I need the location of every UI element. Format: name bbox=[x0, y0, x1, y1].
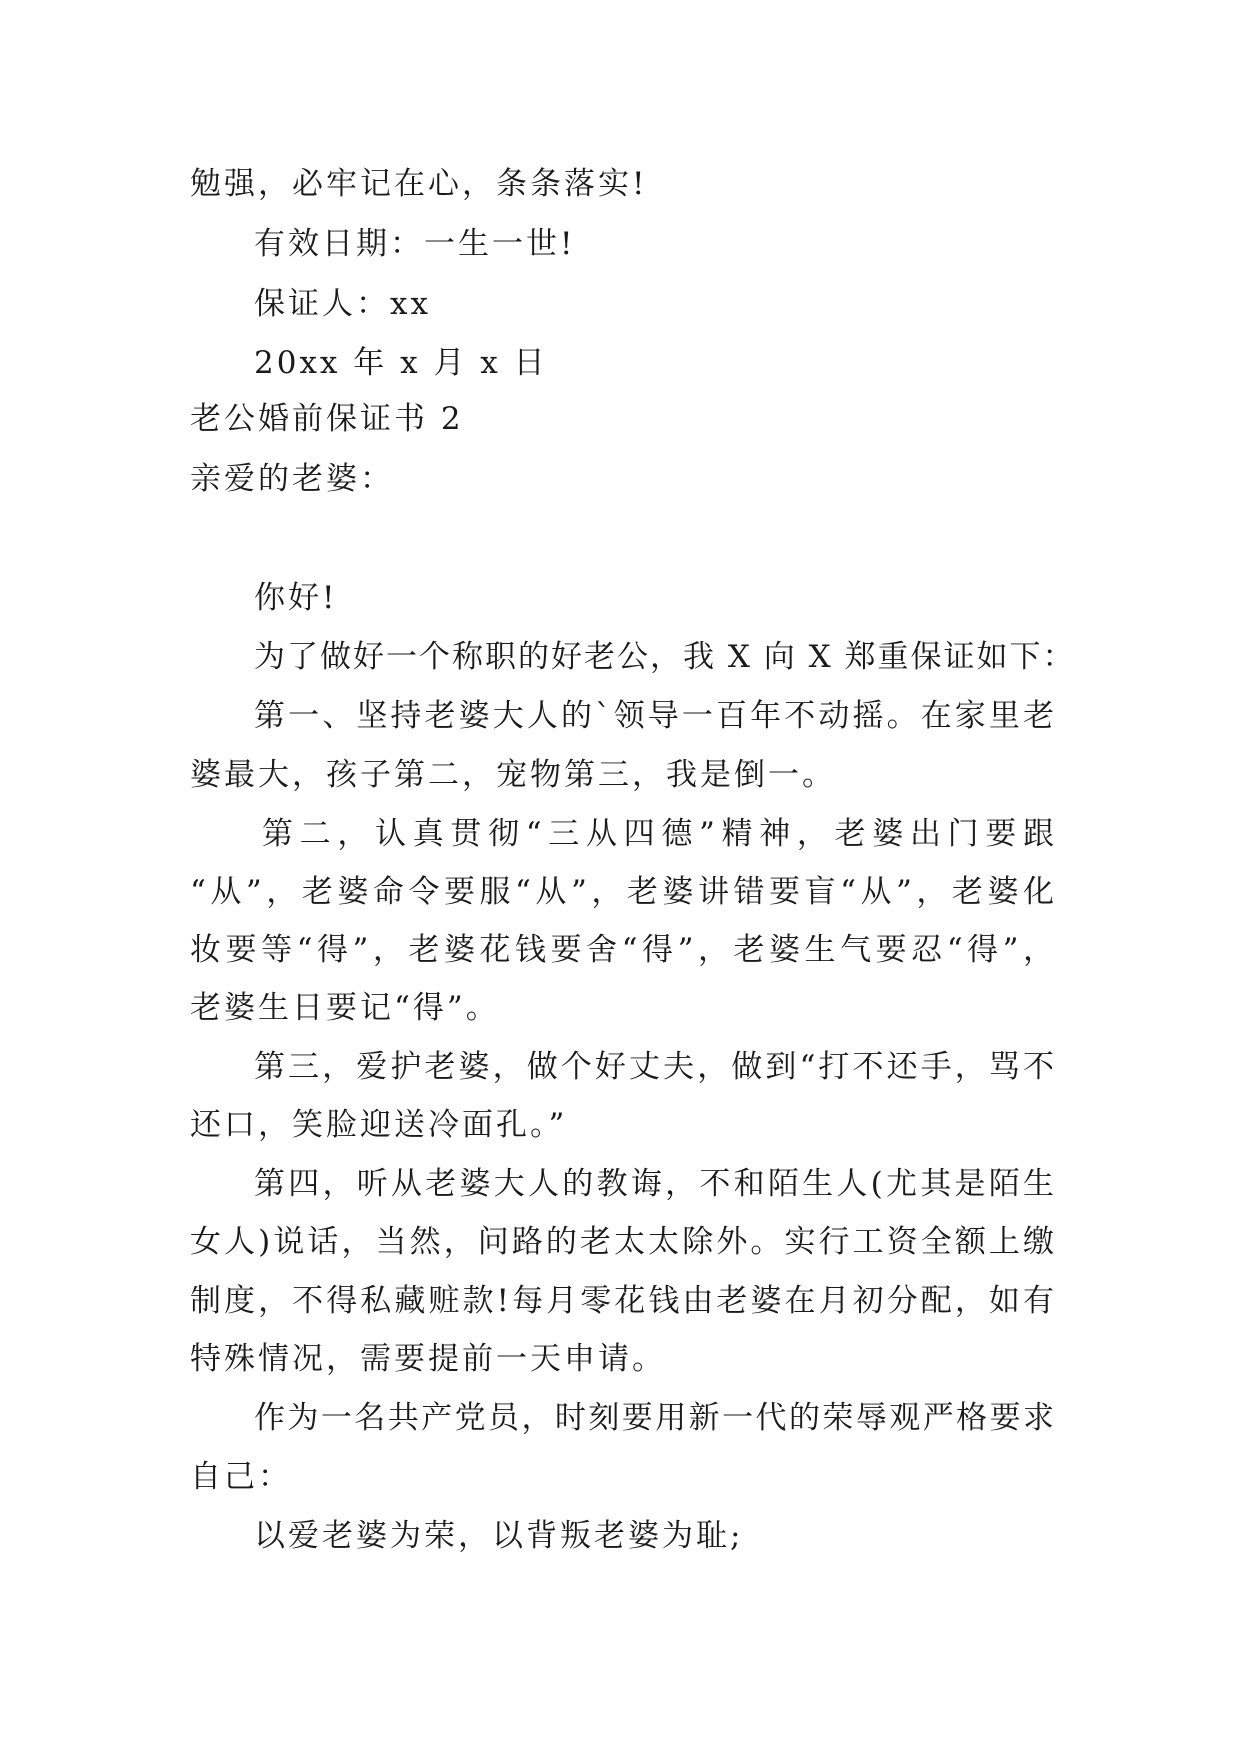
text-line-greeting: 你好! bbox=[254, 580, 338, 616]
text-line-item2: 第二，认真贯彻“三从四德”精神，老婆出门要跟 bbox=[262, 816, 1054, 852]
text-line-item2-cont1: “从”，老婆命令要服“从”，老婆讲错要盲“从”，老婆化 bbox=[190, 874, 1054, 910]
text-line-intro: 为了做好一个称职的好老公，我 X 向 X 郑重保证如下： bbox=[254, 639, 1076, 675]
text-line-item2-cont2: 妆要等“得”，老婆花钱要舍“得”，老婆生气要忍“得”， bbox=[190, 932, 1054, 968]
text-line-party-cont: 自己： bbox=[190, 1459, 292, 1495]
text-line-item3: 第三，爱护老婆，做个好丈夫，做到“打不还手，骂不 bbox=[254, 1049, 1054, 1085]
text-line-item3-cont: 还口，笑脸迎送冷面孔。” bbox=[190, 1107, 568, 1143]
text-line-salutation: 亲爱的老婆： bbox=[190, 461, 394, 497]
text-line-guarantor: 保证人：xx bbox=[254, 286, 431, 322]
text-line-item4-cont2: 制度，不得私藏赃款!每月零花钱由老婆在月初分配，如有 bbox=[190, 1283, 1054, 1319]
text-line-honor: 以爱老婆为荣，以背叛老婆为耻; bbox=[254, 1518, 744, 1554]
text-line-item4-cont3: 特殊情况，需要提前一天申请。 bbox=[190, 1341, 666, 1377]
text-line-item1: 第一、坚持老婆大人的`领导一百年不动摇。在家里老 bbox=[254, 698, 1054, 734]
text-line-date: 20xx 年 x 月 x 日 bbox=[254, 345, 548, 381]
text-line-item4: 第四，听从老婆大人的教诲，不和陌生人(尤其是陌生 bbox=[254, 1166, 1054, 1202]
text-line-item4-cont1: 女人)说话，当然，问路的老太太除外。实行工资全额上缴 bbox=[190, 1224, 1054, 1260]
text-line-item1-cont: 婆最大，孩子第二，宠物第三，我是倒一。 bbox=[190, 757, 836, 793]
text-line-item2-cont3: 老婆生日要记“得”。 bbox=[190, 990, 500, 1026]
text-line-party: 作为一名共产党员，时刻要用新一代的荣辱观严格要求 bbox=[254, 1400, 1054, 1436]
text-line-continuation: 勉强，必牢记在心，条条落实! bbox=[190, 166, 648, 202]
section-heading: 老公婚前保证书 2 bbox=[190, 401, 464, 437]
text-line-valid-date: 有效日期：一生一世! bbox=[254, 226, 576, 262]
